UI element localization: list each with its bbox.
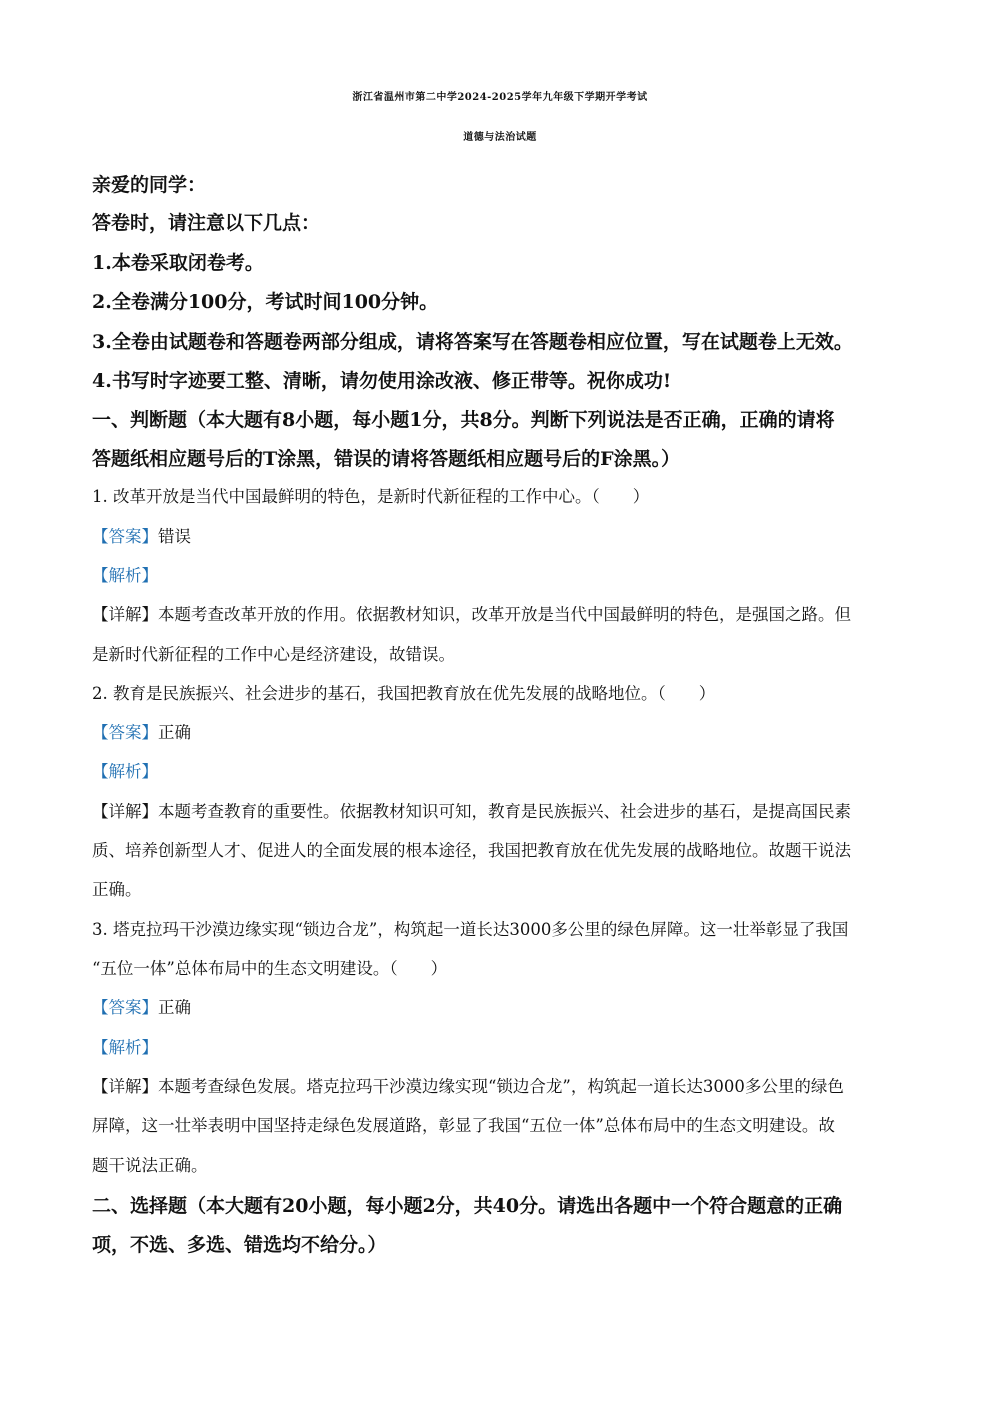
detail-text-cont: 屏障，这一壮举表明中国坚持走绿色发展道路，彰显了我国“五位一体”总体布局中的生态文明建设。故: [92, 1116, 835, 1135]
answer-tag: 【答案】: [92, 998, 158, 1017]
notice-intro: 答卷时，请注意以下几点：: [92, 212, 321, 234]
analysis-row: [92, 762, 912, 782]
answer-tag: 【答案】: [92, 527, 158, 546]
answer-row: [92, 723, 912, 743]
detail-text-cont: 是新时代新征程的工作中心是经济建设，故错误。: [92, 645, 455, 664]
detail-text-cont: 质、培养创新型人才、促进人的全面发展的根本途径，我国把教育放在优先发展的战略地位。故题干说法: [92, 841, 851, 860]
detail-row: [92, 605, 912, 625]
notice-item: 3.全卷由试题卷和答题卷两部分组成，请将答案写在答题卷相应位置，写在试题卷上无效。: [92, 331, 853, 353]
analysis-tag: 【解析】: [92, 762, 158, 781]
notice-item: 2.全卷满分100分，考试时间100分钟。: [92, 291, 439, 313]
notice-item: 1.本卷采取闭卷考。: [92, 252, 264, 274]
detail-tag: 【详解】: [92, 802, 158, 821]
detail-tag: 【详解】: [92, 605, 158, 624]
analysis-row: [92, 1038, 912, 1058]
analysis-tag: 【解析】: [92, 1038, 158, 1057]
section2-heading: 二、选择题（本大题有20小题，每小题2分，共40分。请选出各题中一个符合题意的正确: [92, 1195, 843, 1217]
section1-heading: 一、判断题（本大题有8小题，每小题1分，共8分。判断下列说法是否正确，正确的请将: [92, 409, 835, 431]
detail-text: 本题考查绿色发展。塔克拉玛干沙漠边缘实现“锁边合龙”，构筑起一道长达3000多公里的绿色: [158, 1077, 844, 1096]
question-stem: 1. 改革开放是当代中国最鲜明的特色，是新时代新征程的工作中心。（ ）: [92, 487, 650, 506]
analysis-row: [92, 566, 912, 586]
answer-row: [92, 527, 912, 547]
detail-tag: 【详解】: [92, 1077, 158, 1096]
exam-subject-title: 道德与法治试题: [463, 132, 537, 143]
detail-text: 本题考查教育的重要性。依据教材知识可知，教育是民族振兴、社会进步的基石，是提高国民素: [158, 802, 851, 821]
answer-row: [92, 998, 912, 1018]
detail-row: [92, 802, 912, 822]
answer-value: 错误: [158, 527, 191, 546]
section1-heading-cont: 答题纸相应题号后的T涂黑，错误的请将答题纸相应题号后的F涂黑。）: [92, 448, 681, 470]
detail-text: 本题考查改革开放的作用。依据教材知识，改革开放是当代中国最鲜明的特色，是强国之路。但: [158, 605, 851, 624]
question-stem: 3. 塔克拉玛干沙漠边缘实现“锁边合龙”，构筑起一道长达3000多公里的绿色屏障。这一壮举彰显了我国: [92, 920, 849, 939]
notice-item: 4.书写时字迹要工整、清晰，请勿使用涂改液、修正带等。祝你成功!: [92, 370, 672, 392]
detail-text-cont: 正确。: [92, 880, 142, 899]
detail-text-cont: 题干说法正确。: [92, 1156, 208, 1175]
answer-tag: 【答案】: [92, 723, 158, 742]
exam-title: 浙江省温州市第二中学2024-2025学年九年级下学期开学考试: [352, 92, 648, 103]
question-stem-cont: “五位一体”总体布局中的生态文明建设。（ ）: [92, 959, 448, 978]
section2-heading-cont: 项，不选、多选、错选均不给分。）: [92, 1234, 387, 1256]
answer-value: 正确: [158, 998, 191, 1017]
answer-value: 正确: [158, 723, 191, 742]
detail-row: [92, 1077, 912, 1097]
greeting: 亲爱的同学：: [92, 174, 207, 196]
question-stem: 2. 教育是民族振兴、社会进步的基石，我国把教育放在优先发展的战略地位。（ ）: [92, 684, 716, 703]
analysis-tag: 【解析】: [92, 566, 158, 585]
